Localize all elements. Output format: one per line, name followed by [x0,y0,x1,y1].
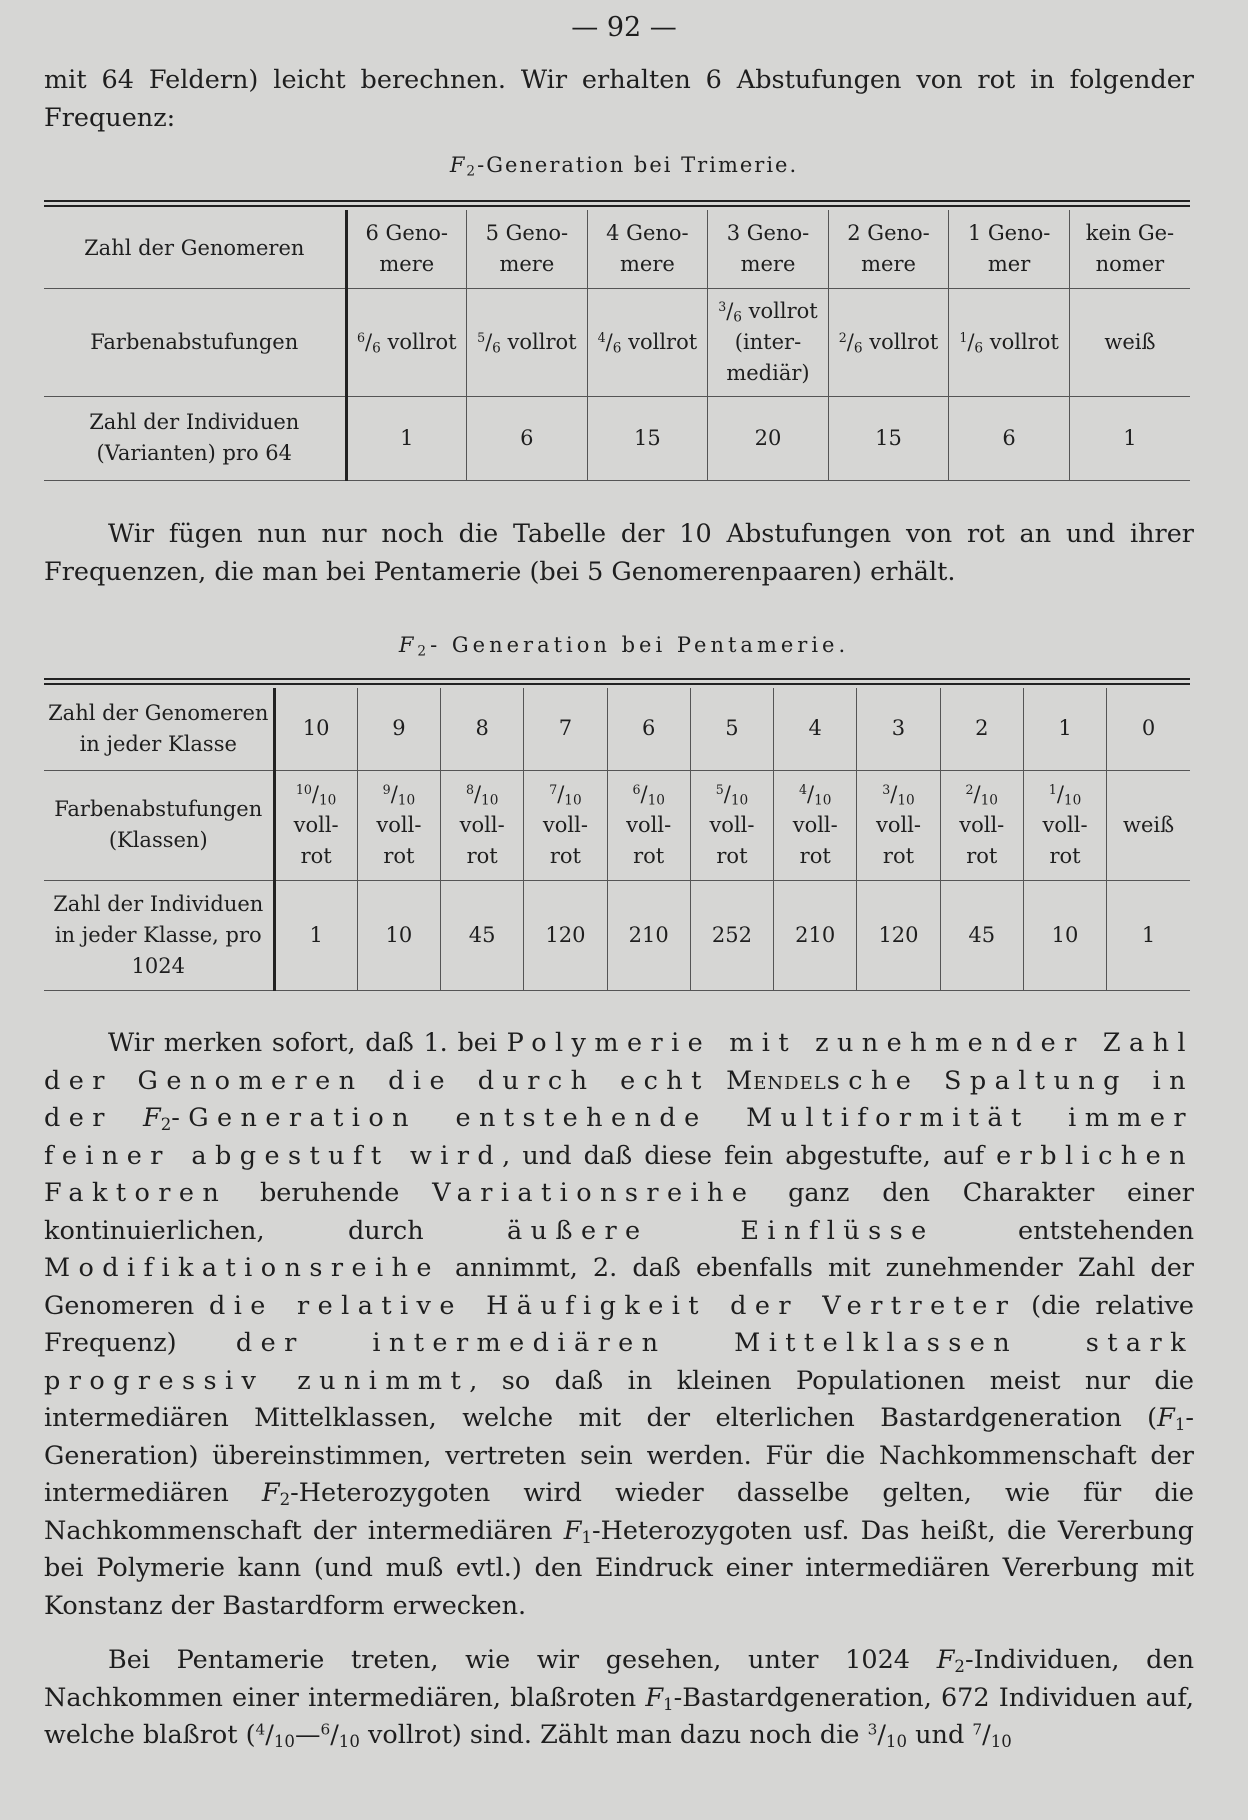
frac-num: 3 [718,298,727,314]
text-run: , und daß diese fein abgestufte, auf [502,1140,997,1171]
table-cell: 0 [1107,688,1190,770]
text-run: -Generation) übereinstimmen, vertreten sein werden. Für die Nachkommenschaft der intermediären [44,1403,1194,1508]
table-cell: weiß [1069,288,1190,396]
table-cell [1023,770,1106,880]
cell-text: rot [882,843,915,868]
table-cell: 1 [1107,880,1190,990]
table-cell: 15 [587,396,708,480]
var-sub: 1 [581,1527,592,1547]
table-cell: 1 Geno-mer [949,210,1070,288]
table-cell: 45 [940,880,1023,990]
frac: $^9/_{10}$ [382,781,416,808]
table-cell: kein Ge-nomer [1069,210,1190,288]
intro-paragraph [44,62,1194,137]
table2-top-rule [44,678,1190,685]
text-run: -Bastardgeneration, 672 Individuen auf, welche blaßrot ( [44,1682,1194,1750]
cell-text: voll- [709,812,755,837]
cell-text: vollrot [500,329,577,354]
frac-den: 10 [730,791,749,808]
frac-num: 7 [972,1720,983,1739]
frac-den: 10 [990,1732,1012,1752]
frac-num: 5 [477,329,486,345]
table-cell: 5 Geno-mere [467,210,588,288]
frac-num: 6 [632,781,641,797]
cell-text: rot [966,843,998,868]
cell-text: voll- [959,812,1005,837]
cell-text: vollrot (inter-mediär) [726,298,818,385]
frac-den: 10 [647,791,665,808]
frac-den: 10 [980,791,998,808]
frac-num: 4 [799,781,808,797]
frac: $^6/_{10}$ [632,781,665,808]
cell-text: vollrot [862,329,939,354]
table-cell: 2 Geno-mere [828,210,949,288]
table-cell: 3 Geno-mere [708,210,829,288]
table-cell: $^3/_6$ vollrot (inter-mediär) [708,288,829,396]
table2-caption-f: F [398,633,418,657]
text-run: Wir merken sofort, daß 1. bei [108,1028,507,1058]
spaced-text: Polymerie mit zunehmender Zahl der Genomeren die durch echt [44,1028,1194,1096]
table-cell: weiß [1107,770,1190,880]
var-sub: 2 [279,1490,291,1510]
row-label: Zahl der Genomeren [44,210,346,288]
text-run: vollrot) sind. Zählt man dazu noch die [359,1720,868,1750]
frac-num: 8 [465,781,474,797]
text-run: -Heterozygoten wird wieder dasselbe gelten, wie für die Nachkommenschaft der intermediären [44,1478,1194,1546]
cell-text: rot [300,843,332,868]
var-f: F [261,1478,280,1508]
var-f: F [142,1103,161,1133]
var-sub: 1 [1174,1415,1186,1435]
frac-den: 10 [564,791,582,808]
table-cell: 45 [441,880,524,990]
table-cell: 1 [1023,688,1106,770]
dash: — [294,1720,321,1750]
frac-den: 10 [319,791,337,808]
frac-den: 10 [897,791,915,808]
table-cell: $^1/_6$ vollrot [949,288,1070,396]
frac: $^{10}/_{10}$ [295,781,337,808]
text-run: ganz den Charakter einer kontinuierlichen, durch [44,1178,1194,1246]
frac-num: 2 [838,329,847,345]
text-run: Bei Pentamerie treten, wie wir gesehen, unter 1024 [108,1645,937,1675]
spaced-text: Variationsreihe [432,1178,756,1208]
var-sub: 1 [663,1694,674,1714]
table-cell: 4 [774,688,857,770]
table-cell: 3 [857,688,940,770]
mid-paragraph [44,516,1194,591]
cell-text: voll- [376,812,422,837]
table-cell: 10 [357,880,440,990]
table-cell: $^4/_6$ vollrot [587,288,708,396]
table-cell: 1 [346,396,467,480]
cell-text: vollrot [983,329,1059,354]
var-f: F [1157,1403,1175,1433]
cell-text: rot [716,843,748,868]
cell-text: rot [549,843,581,868]
text-run: und [907,1720,973,1750]
body-text-1 [44,1025,1194,1625]
text-run: annimmt, 2. daß ebenfalls mit zunehmender Zahl der Genomeren [44,1253,1194,1321]
table-cell: 1 [274,880,357,990]
table-cell: 4 Geno-mere [587,210,708,288]
frac-den: 10 [885,1732,907,1752]
table-cell: 10 [1023,880,1106,990]
var-f: F [645,1682,664,1713]
table2-caption-text: - Generation bei Pentamerie. [430,633,850,657]
table-row [44,288,1190,396]
frac-num: 6 [320,1720,331,1739]
row-label: Zahl der Individuen in jeder Klasse, pro 1024 [44,880,274,990]
cell-text: vollrot [380,329,457,354]
table2-caption [0,633,1248,660]
body-text-2: Bei Pentamerie treten, wie wir gesehen, unter 1024 $F_2$-Individuen, den Nachkommen einer intermediären, blaßroten $F_1$-Bastardgeneration, 672 Individuen auf, welche blaßrot ($^4/_{10}—^6/_{10}$ vollrot) sind. Zählt man dazu noch die $^3/_{10}$ und $^7/_{10}$ [44,1645,1194,1752]
table-cell: 6 [949,396,1070,480]
table-cell [607,770,690,880]
frac-den: 10 [814,791,832,808]
frac-den: 10 [273,1732,295,1752]
table-row [44,210,1190,288]
row-label: Zahl der Individuen (Varianten) pro 64 [44,396,346,480]
table-cell [940,770,1023,880]
cell-text: rot [383,843,415,868]
spaced-text: Modifikationsreihe [44,1253,440,1283]
frac-den: 6 [733,308,742,325]
var-sub: 2 [954,1657,965,1677]
spaced-text: erblichen Faktoren [44,1140,1194,1208]
text-run: -Individuen, den Nachkommen einer intermediären, blaßroten [44,1645,1194,1713]
table-cell [524,770,607,880]
frac-num: 3 [867,1720,878,1739]
text-run: -Heterozygoten usf. Das heißt, die Vererbung bei Polymerie kann (und muß evtl.) den Eindruck einer intermediären Vererbung mit Konstanz der Bastardform erwecken. [44,1515,1194,1621]
table1-caption-sub: 2 [466,163,478,180]
intro-text: mit 64 Feldern) leicht berechnen. Wir erhalten 6 Abstufungen von rot in folgender Frequenz: [44,65,1194,133]
cell-text: voll- [875,812,922,837]
table-cell: $^6/_6$ vollrot [346,288,467,396]
frac-num: 1 [959,329,968,345]
table-row [44,770,1190,880]
frac-den: 6 [492,339,501,356]
frac-den: 10 [481,791,499,808]
table-cell: 6 [607,688,690,770]
text-run: beruhende [227,1178,433,1208]
table1-caption-f: F [449,153,467,177]
frac-den: 6 [853,339,863,356]
frac-den: 10 [1063,791,1082,808]
smallcaps-name: Mendel [726,1065,827,1096]
frac-den: 6 [372,339,381,356]
frac: $^1/_{10}$ [1048,781,1082,808]
table-cell [690,770,773,880]
row-label: Farbenabstufungen [44,288,346,396]
row-label: Farbenabstufungen (Klassen) [44,770,274,880]
table-cell: 2 [940,688,1023,770]
spaced-text: -Generation entstehende Multiformität immer feiner abgestuft wird [44,1103,1195,1171]
frac-den: 6 [612,339,622,356]
table1-caption-text: -Generation bei Trimerie. [477,153,799,177]
cell-text: voll- [542,812,588,837]
cell-text: voll- [626,812,672,837]
table-cell: 6 [467,396,588,480]
text-run: , so daß in kleinen Populationen meist nur die intermediären Mittelklassen, welche mit der elterlichen Bastardgeneration ( [44,1365,1194,1433]
frac-num: 6 [357,329,366,345]
var-f: F [563,1515,582,1546]
frac-den: 10 [397,791,416,808]
spaced-text: der intermediären Mittelklassen stark progressiv zunimmt [44,1328,1194,1396]
text-run: entstehenden [934,1215,1195,1246]
text-run: (die relative Frequenz) [44,1290,1194,1358]
table-cell [357,770,440,880]
table2-caption-sub: 2 [417,643,431,660]
cell-text: vollrot [621,329,698,354]
table-cell: 8 [441,688,524,770]
frac-den: 10 [338,1732,360,1752]
mid-text: Wir fügen nun nur noch die Tabelle der 10 Abstufungen von rot an und ihrer Frequenzen, die man bei Pentamerie (bei 5 Genomerenpaaren) erhält. [44,519,1194,587]
frac-num: 5 [715,781,724,797]
frac-num: 4 [597,329,606,345]
var-sub: 2 [160,1115,172,1135]
table-cell: 20 [708,396,829,480]
frac-num: 3 [882,781,891,797]
table-cell [774,770,857,880]
spaced-text: äußere Einflüsse [507,1215,935,1246]
cell-text: rot [633,843,665,868]
cell-text: rot [1049,843,1081,868]
table-cell: 6 Geno-mere [346,210,467,288]
table-cell: 7 [524,688,607,770]
frac-num: 9 [382,781,391,797]
table-row [44,688,1190,770]
table-cell: $^2/_6$ vollrot [828,288,949,396]
cell-text: voll- [459,812,505,837]
frac: $^3/_{10}$ [882,781,915,808]
frac-num: 1 [1048,781,1057,797]
frac: $^2/_{10}$ [965,781,998,808]
table-cell: 120 [857,880,940,990]
table-cell [441,770,524,880]
spaced-text: sche Spaltung in der [44,1065,1194,1133]
table-cell: 1 [1069,396,1190,480]
frac-num: 4 [255,1720,266,1739]
table-cell: 120 [524,880,607,990]
spaced-text: die relative Häufigkeit der Vertreter [209,1290,1017,1321]
table-row [44,396,1190,480]
frac-num: 2 [965,781,974,797]
table1-top-rule [44,200,1190,207]
frac: $^4/_{10}$ [799,781,832,808]
row-label: Zahl der Genomeren in jeder Klasse [44,688,274,770]
body-paragraph-2 [44,1642,1194,1755]
page-number: — 92 — [571,12,677,43]
body-paragraph-1 [44,1025,1194,1625]
frac-den: 6 [974,339,984,356]
table1-caption [0,153,1248,180]
cell-text: voll- [792,812,838,837]
table-cell: 210 [774,880,857,990]
cell-text: rot [466,843,498,868]
table-cell: 252 [690,880,773,990]
table-cell: 210 [607,880,690,990]
frac: $^5/_{10}$ [715,781,749,808]
table-cell [274,770,357,880]
cell-text: rot [799,843,831,868]
table-cell: $^5/_6$ vollrot [467,288,588,396]
table-cell: 15 [828,396,949,480]
table-cell: 10 [274,688,357,770]
cell-text: voll- [1042,812,1088,837]
cell-text: voll- [293,812,339,837]
var-f: F [936,1645,955,1675]
table-cell [857,770,940,880]
table-row [44,880,1190,990]
frac-num: 7 [549,781,558,797]
table-cell: 5 [690,688,773,770]
table2 [44,688,1190,991]
frac: $^7/_{10}$ [549,781,582,808]
frac: $^8/_{10}$ [465,781,499,808]
table-cell: 9 [357,688,440,770]
frac-num: 10 [295,781,312,797]
table1 [44,210,1190,481]
